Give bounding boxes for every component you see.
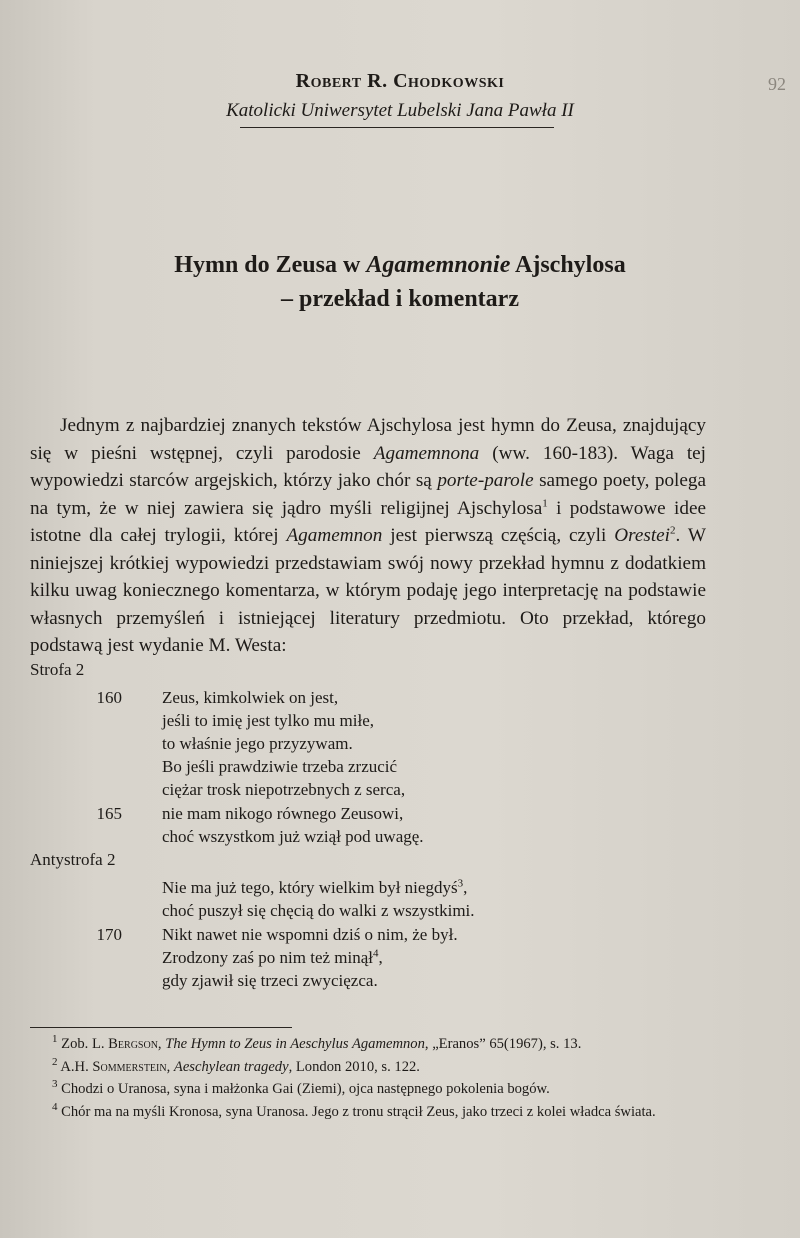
verse-line: to właśnie jego przyzywam. [162, 734, 353, 753]
footnote-rule [30, 1027, 292, 1028]
strophe-label: Strofa 2 [30, 660, 85, 679]
verse-line: Bo jeśli prawdziwie trzeba zrzucić [162, 757, 398, 776]
footnote-ref-3: 3 [457, 877, 464, 890]
footnote-text: , [157, 1036, 166, 1052]
title-line1-pre: Hymn do Zeusa w [174, 252, 367, 278]
footnote-ref-4: 4 [373, 947, 379, 960]
body-text-run: Jednym z najbardziej znanych tekstów Ajschylosa jest hymn do Zeusa, znajdujący się w pieśni wstępnej, czyli parodosie [30, 415, 706, 464]
footnote-title: The Hymn to Zeus in Aeschylus Agamemnon [165, 1036, 425, 1052]
body-text-run: jest pierwszą częścią, czyli [382, 525, 615, 546]
footnote-4 [30, 1101, 706, 1124]
body-italic: porte-parole [437, 470, 534, 491]
verse-line: gdy zjawił się trzeci zwycięzca. [162, 971, 378, 990]
article-title [0, 248, 800, 316]
title-line1-post: Ajschylosa [510, 252, 626, 278]
footnote-ref-1: 1 [542, 497, 548, 510]
verse-line: choć puszył się chęcią do walki z wszystkimi. [162, 901, 475, 920]
footnote-ref-2: 2 [670, 524, 676, 537]
footnote-number: 2 [52, 1055, 58, 1068]
footnote-text: , „Eranos” 65(1967), s. 13. [424, 1036, 582, 1052]
verse-text: Zrodzony zaś po nim też minął [162, 948, 374, 967]
verse-number: 165 [96, 804, 122, 823]
footnote-author: A.H. Sommerstein [57, 1058, 167, 1075]
footnote-text: , London 2010, s. 122. [288, 1058, 420, 1075]
footnote-text: , [166, 1058, 174, 1075]
verse-text: , [378, 948, 383, 967]
header-rule [240, 127, 554, 128]
body-italic: Agamemnon [286, 525, 383, 546]
footnote-text: Chór ma na myśli Kronosa, syna Uranosa. Jego z tronu strącił Zeus, jako trzeci z kolei władca świata. [57, 1103, 656, 1120]
verse-line: choć wszystkom już wziął pod uwagę. [162, 827, 424, 846]
verse-number: 170 [96, 925, 122, 944]
author-affiliation: Katolicki Uniwersytet Lubelski Jana Pawła II [226, 100, 574, 121]
title-line1-italic: Agamemnonie [366, 252, 511, 278]
footnote-text: Chodzi o Uranosa, syna i małżonka Gai (Ziemi), ojca następnego pokolenia bogów. [57, 1081, 550, 1097]
body-text-run: . W niniejszej krótkiej wypowiedzi przedstawiam swój nowy przekład hymnu z dodatkiem kilku uwag koniecznego komentarza, w którym podaję jego interpretację na podstawie własnych przemyśleń i istniejącej literatury przedmiotu. Oto przekład, którego podstawą jest wydanie M. Westa: [30, 525, 706, 656]
footnote-1 [30, 1033, 706, 1056]
verse-line [162, 947, 383, 969]
verse-text: , [463, 878, 468, 897]
verse-line: jeśli to imię jest tylko mu miłe, [162, 711, 375, 730]
footnote-title: Aeschylean tragedy [173, 1058, 289, 1075]
body-text-run: i podstawowe idee istotne dla całej trylogii, której [30, 497, 706, 546]
body-text-run: samego poety, polega na tym, że w niej zawiera się jądro myśli religijnej Ajschylosa [30, 470, 706, 519]
footnotes [30, 1033, 706, 1123]
footnote-number: 3 [52, 1078, 58, 1091]
body-italic: Orestei [614, 525, 671, 546]
footnote-author: L. Bergson [91, 1036, 158, 1052]
footnote-text: Zob. [57, 1036, 92, 1052]
intro-paragraph [30, 412, 706, 660]
footnote-number: 4 [52, 1100, 58, 1113]
page-number: 92 [768, 74, 786, 94]
footnote-2 [30, 1056, 706, 1079]
verse-line: Nikt nawet nie wspomni dziś o nim, że był. [162, 925, 458, 944]
verse-line: ciężar trosk niepotrzebnych z serca, [162, 780, 406, 799]
verse-line [162, 877, 467, 899]
footnote-number: 1 [52, 1033, 58, 1046]
body-text [30, 412, 706, 660]
verse-text: Nie ma już tego, który wielkim był niegdyś [162, 878, 458, 897]
antistrophe-label: Antystrofa 2 [30, 850, 116, 869]
body-italic: Agamemnona [373, 442, 480, 464]
author-name: Robert R. Chodkowski [295, 70, 505, 92]
footnote-3 [30, 1078, 706, 1101]
verse-number: 160 [96, 688, 122, 707]
verse-line: nie mam nikogo równego Zeusowi, [162, 804, 404, 823]
body-text-run: (ww. 160-183). Waga tej wypowiedzi starców argejskich, którzy jako chór są [30, 442, 706, 491]
title-line2: – przekład i komentarz [281, 286, 519, 312]
verse-line: Zeus, kimkolwiek on jest, [162, 688, 339, 707]
